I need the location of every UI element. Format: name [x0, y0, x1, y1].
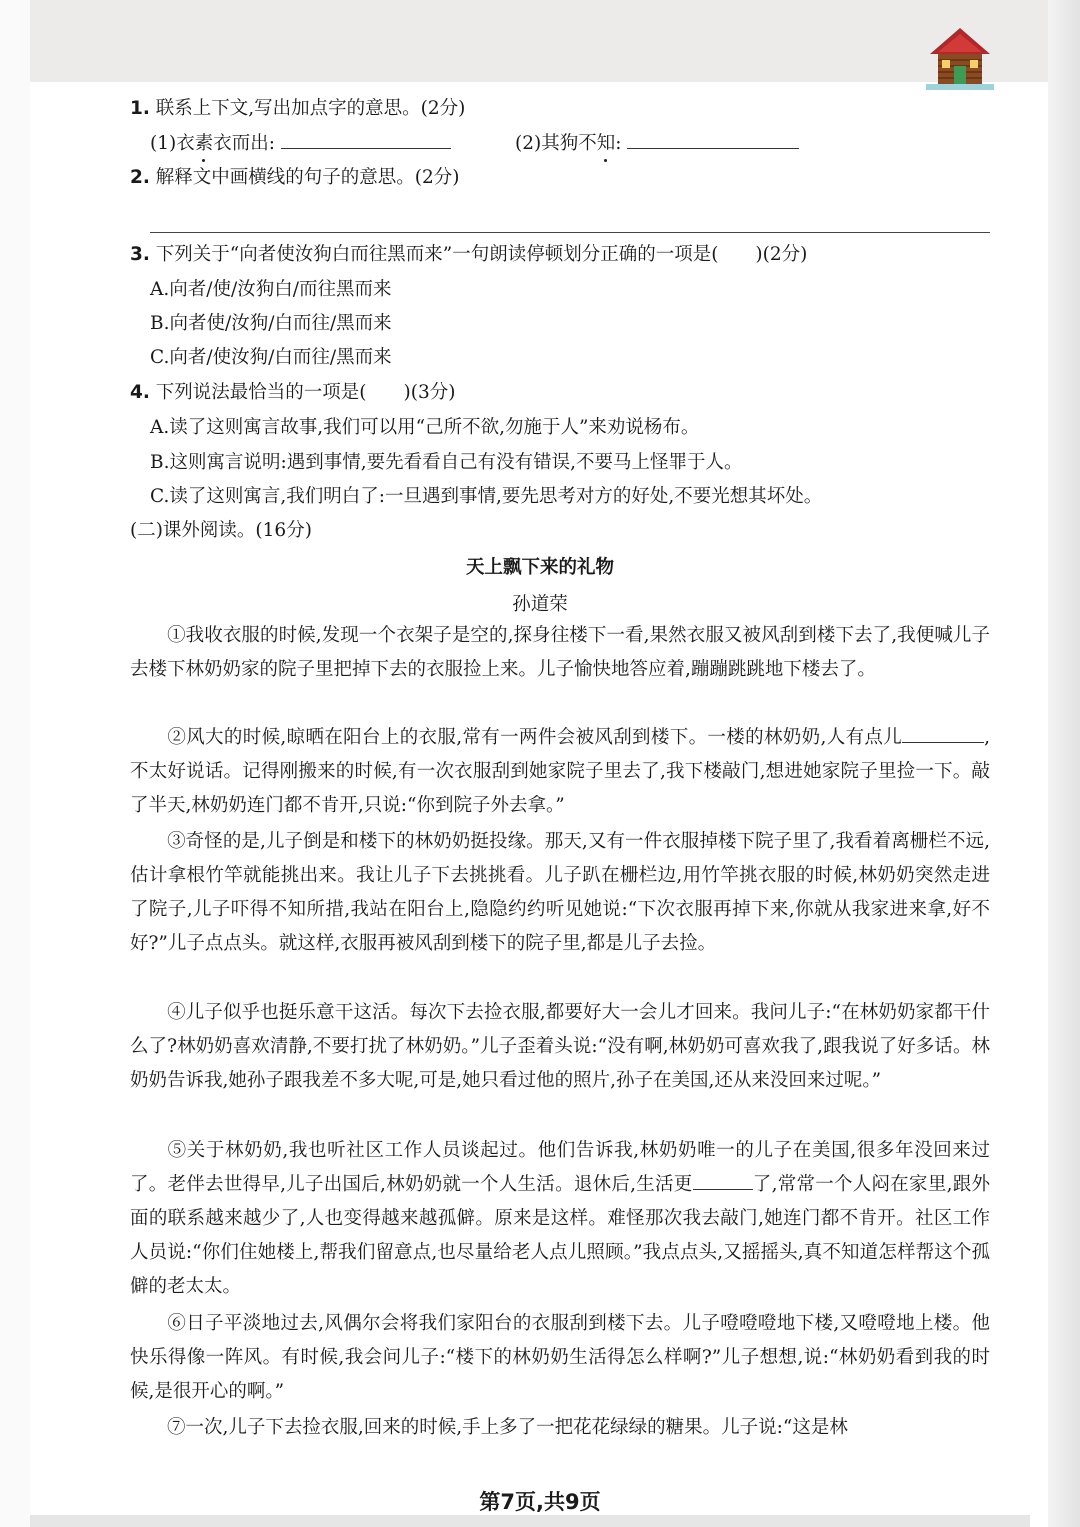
scan-top-band — [30, 0, 1050, 82]
paragraph-1 — [130, 619, 990, 687]
paragraph-1-text: ①我收衣服的时候,发现一个衣架子是空的,探身往楼下一看,果然衣服又被风刮到楼下去了,我便喊儿子去楼下林奶奶家的院子里把掉下去的衣服捡上来。儿子愉快地答应着,蹦蹦跳跳地下楼去了。 — [130, 625, 990, 680]
question-2-number: 2. — [130, 167, 150, 188]
question-1-item-2 — [515, 130, 799, 157]
question-4-option-c: C.读了这则寓言,我们明白了:一旦遇到事情,要先思考对方的好处,不要光想其坏处。 — [150, 486, 823, 507]
question-4-option-b: B.这则寓言说明:遇到事情,要先看看自己有没有错误,不要马上怪罪于人。 — [150, 452, 743, 473]
emphasis-dot-char: 知 — [597, 131, 616, 157]
scan-bottom-band — [30, 1515, 1030, 1527]
answer-blank-1-2[interactable] — [627, 130, 799, 149]
question-4-text: 下列说法最恰当的一项是( )(3分) — [155, 382, 456, 403]
paragraph-2-text-a: ②风大的时候,晾晒在阳台上的衣服,常有一两件会被风刮到楼下。一楼的林奶奶,人有点儿 — [167, 727, 903, 748]
question-3-option-b: B.向者使/汝狗/白而往/黑而来 — [150, 313, 392, 334]
question-3-number: 3. — [130, 244, 150, 265]
question-2 — [130, 165, 460, 191]
article-author: 孙道荣 — [512, 594, 568, 615]
question-4-number: 4. — [130, 382, 150, 403]
question-1 — [130, 96, 465, 122]
question-3-text: 下列关于“向者使汝狗白而往黑而来”一句朗读停顿划分正确的一项是( )(2分) — [155, 244, 808, 265]
question-2-text: 解释文中画横线的句子的意思。(2分) — [155, 167, 460, 188]
question-1-number: 1. — [130, 98, 150, 119]
question-1-item-1-label: (1)衣素衣而出: — [150, 133, 275, 154]
page-left-edge — [0, 0, 30, 1527]
paragraph-7-text: ⑦一次,儿子下去捡衣服,回来的时候,手上多了一把花花绿绿的糖果。儿子说:“这是林 — [167, 1417, 848, 1438]
question-4-option-a: A.读了这则寓言故事,我们可以用“己所不欲,勿施于人”来劝说杨布。 — [150, 417, 700, 438]
paragraph-3-text: ③奇怪的是,儿子倒是和楼下的林奶奶挺投缘。那天,又有一件衣服掉楼下院子里了,我看着离栅栏不远,估计拿根竹竿就能挑出来。我让儿子下去挑挑看。儿子趴在栅栏边,用竹竿挑衣服的时候,林奶奶突然走进了院子,儿子吓得不知所措,我站在阳台上,隐隐约约听见她说:“下次衣服再掉下来,你就从我家进来拿,好不好?”儿子点点头。就这样,衣服再被风刮到楼下的院子里,都是儿子去捡。 — [130, 831, 990, 954]
page-footer: 第7页,共9页 — [479, 1490, 601, 1514]
house-icon — [926, 24, 994, 92]
paragraph-7 — [130, 1411, 990, 1445]
paragraph-4-text: ④儿子似乎也挺乐意干这活。每次下去捡衣服,都要好大一会儿才回来。我问儿子:“在林奶奶家都干什么了?林奶奶喜欢清静,不要打扰了林奶奶。”儿子歪着头说:“没有啊,林奶奶可喜欢我了,跟我说了好多话。林奶奶告诉我,她孙子跟我差不多大呢,可是,她只看过他的照片,孙子在美国,还从来没回来过呢。” — [130, 1002, 990, 1091]
question-3-option-c: C.向者/使汝狗/白而往/黑而来 — [150, 347, 392, 368]
paragraph-2-text-b: ,不太好说话。记得刚搬来的时候,有一次衣服刮到她家院子里去了,我下楼敲门,想进她家院子里捡一下。敲了半天,林奶奶连门都不肯开,只说:“你到院子外去拿。” — [130, 727, 990, 816]
paragraph-4 — [130, 996, 990, 1098]
section-heading: (二)课外阅读。(16分) — [130, 520, 312, 541]
paragraph-5-text-a: ⑤关于林奶奶,我也听社区工作人员谈起过。他们告诉我,林奶奶唯一的儿子在美国,很多年没回来过了。老伴去世得早,儿子出国后,林奶奶就一个人生活。退休后,生活更 — [130, 1140, 990, 1195]
paragraph-6 — [130, 1307, 990, 1409]
paragraph-2 — [130, 721, 990, 823]
answer-blank-paragraph-5[interactable] — [693, 1171, 753, 1190]
answer-blank-paragraph-2[interactable] — [902, 724, 984, 743]
question-4 — [130, 380, 455, 406]
answer-line-2[interactable] — [150, 232, 990, 233]
article-title: 天上飘下来的礼物 — [465, 557, 614, 578]
emphasis-dot-char: 素 — [195, 131, 214, 157]
question-1-item-1 — [150, 130, 451, 157]
paragraph-6-text: ⑥日子平淡地过去,风偶尔会将我们家阳台的衣服刮到楼下去。儿子噔噔噔地下楼,又噔噔地上楼。他快乐得像一阵风。有时候,我会问儿子:“楼下的林奶奶生活得怎么样啊?”儿子想想,说:“林奶奶看到我的时候,是很开心的啊。” — [130, 1313, 990, 1402]
paragraph-5-text-b: 了,常常一个人闷在家里,跟外面的联系越来越少了,人也变得越来越孤僻。原来是这样。难怪那次我去敲门,她连门都不肯开。社区工作人员说:“你们住她楼上,帮我们留意点,也尽量给老人点儿照顾。”我点点头,又摇摇头,真不知道怎样帮这个孤僻的老太太。 — [130, 1174, 990, 1297]
scan-right-band — [1048, 0, 1080, 1527]
paragraph-3 — [130, 825, 990, 961]
question-3-option-a: A.向者/使/汝狗白/而往黑而来 — [150, 279, 392, 300]
paragraph-5 — [130, 1134, 990, 1304]
question-1-text: 联系上下文,写出加点字的意思。(2分) — [155, 98, 466, 119]
question-1-item-2-label: (2)其狗不知: — [515, 133, 621, 154]
answer-blank-1-1[interactable] — [281, 130, 451, 149]
question-3 — [130, 242, 807, 268]
